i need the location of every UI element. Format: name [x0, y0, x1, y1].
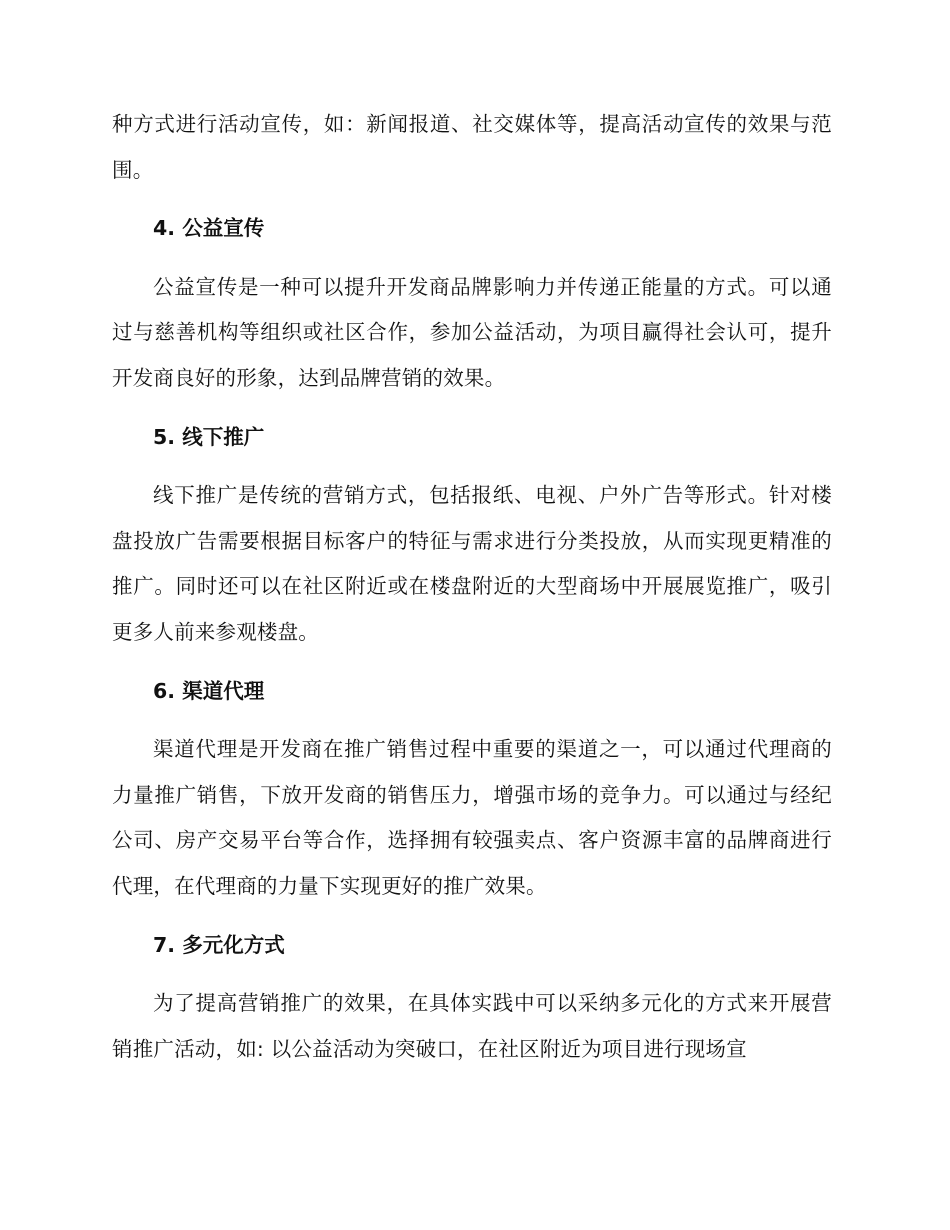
section-heading-4: 4. 公益宣传 [153, 216, 265, 241]
section-paragraph-7: 为了提高营销推广的效果，在具体实践中可以采纳多元化的方式来开展营销推广活动，如: 以公益活动为突破口，在社区附近为项目进行现场宣 [112, 991, 832, 1061]
section-paragraph-6: 渠道代理是开发商在推广销售过程中重要的渠道之一，可以通过代理商的力量推广销售，下放开发商的销售压力，增强市场的竞争力。可以通过与经纪公司、房产交易平台等合作，选择拥有较强卖点、客户资源丰富的品牌商进行代理，在代理商的力量下实现更好的推广效果。 [112, 737, 832, 898]
section-paragraph-4: 公益宣传是一种可以提升开发商品牌影响力并传递正能量的方式。可以通过与慈善机构等组织或社区合作，参加公益活动，为项目赢得社会认可，提升开发商良好的形象，达到品牌营销的效果。 [112, 274, 832, 390]
section-heading-6: 6. 渠道代理 [153, 678, 265, 703]
section-heading-7: 7. 多元化方式 [153, 932, 285, 957]
document-page [112, 102, 832, 1072]
section-heading-5: 5. 线下推广 [153, 424, 265, 449]
section-paragraph-5: 线下推广是传统的营销方式，包括报纸、电视、户外广告等形式。针对楼盘投放广告需要根据目标客户的特征与需求进行分类投放，从而实现更精准的推广。同时还可以在社区附近或在楼盘附近的大型商场中开展展览推广，吸引更多人前来参观楼盘。 [112, 483, 832, 644]
paragraph-continuation: 种方式进行活动宣传，如：新闻报道、社交媒体等，提高活动宣传的效果与范围。 [112, 112, 832, 182]
